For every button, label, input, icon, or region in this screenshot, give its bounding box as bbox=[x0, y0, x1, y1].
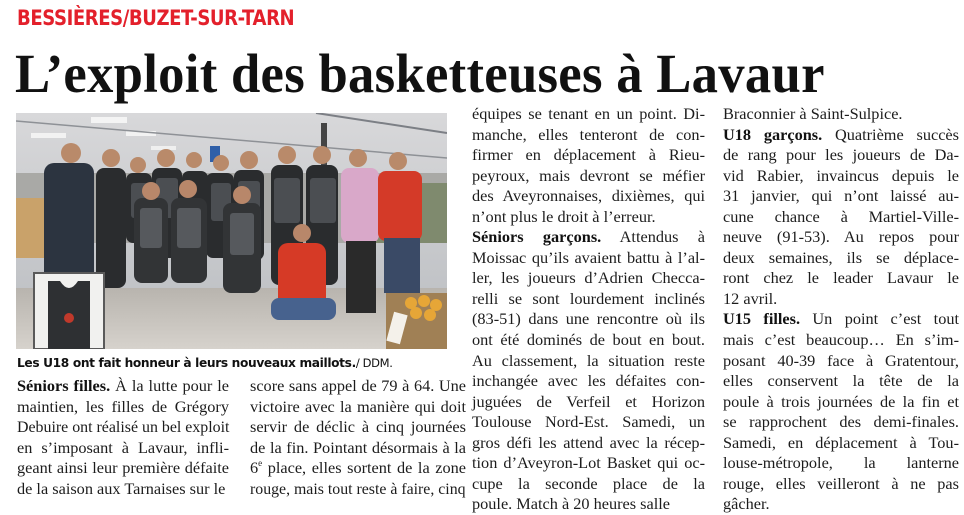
team-photo-illustration bbox=[16, 113, 447, 349]
line-text: Quatrième succès bbox=[822, 124, 959, 144]
text-line bbox=[250, 376, 466, 397]
text-line bbox=[472, 166, 705, 187]
photo-credit: / DDM. bbox=[355, 356, 393, 370]
text-line bbox=[723, 474, 959, 495]
coach-figure bbox=[44, 163, 94, 283]
line-text: ont été dominés de bout en bout. bbox=[472, 330, 705, 350]
line-text: manche, elles tenteront de con- bbox=[472, 124, 705, 144]
line-text: inchangée avec les défaites con- bbox=[472, 371, 705, 391]
line-text: Moissac qu’ils avaient battu à l’al- bbox=[472, 247, 705, 267]
line-text: cupe la seconde place de la bbox=[472, 473, 705, 493]
line-text: Samedi, en déplacement à Tou- bbox=[723, 432, 959, 452]
line-text: louse-métropole, la lanterne bbox=[723, 453, 959, 473]
line-text: Toulouse Nord-Est. Samedi, un bbox=[472, 412, 705, 432]
line-text: 31 janvier, qui n’ont laissé au- bbox=[723, 186, 959, 206]
line-text: de la fin. Pointant désormais à la bbox=[250, 437, 466, 457]
text-line bbox=[472, 494, 705, 515]
text-line bbox=[723, 227, 959, 248]
article-column-3 bbox=[472, 104, 705, 515]
line-text: rouge, elles veilleront à ne pas bbox=[723, 473, 959, 493]
line-text: victoire avec la manière qui doit bbox=[250, 396, 466, 416]
text-line bbox=[723, 248, 959, 269]
text-line bbox=[250, 479, 466, 500]
line-text: Debuire ont réalisé un bel exploit bbox=[17, 417, 230, 437]
text-line bbox=[723, 125, 959, 146]
text-line bbox=[723, 371, 959, 392]
line-text: de la saison aux Tarnaises sur le bbox=[17, 478, 226, 498]
text-line bbox=[250, 397, 466, 418]
text-line bbox=[472, 248, 705, 269]
text-line bbox=[723, 289, 959, 310]
ceiling-light bbox=[31, 133, 66, 138]
line-text: posant 40-39 face à Gratentour, bbox=[723, 350, 959, 370]
ceiling-light bbox=[91, 117, 127, 123]
line-text: place, elles sortent de la zone bbox=[262, 458, 466, 478]
photo-caption bbox=[17, 356, 393, 370]
line-text: Braconnier à Saint-Sulpice. bbox=[723, 104, 903, 123]
line-text: firmer en déplacement à Rieu- bbox=[472, 145, 705, 165]
text-line bbox=[472, 412, 705, 433]
text-line bbox=[723, 268, 959, 289]
team-photo bbox=[16, 113, 447, 349]
line-text: poule à trois journées de la fin et bbox=[723, 391, 959, 411]
text-line bbox=[723, 207, 959, 228]
text-line bbox=[17, 458, 229, 479]
text-line bbox=[472, 330, 705, 351]
text-line bbox=[723, 186, 959, 207]
line-text: en s’imposant à Lavaur, infli- bbox=[17, 437, 229, 457]
section-lead: Séniors filles. bbox=[17, 376, 111, 395]
article-column-4 bbox=[723, 104, 959, 515]
text-line bbox=[250, 458, 466, 479]
line-text: Attendus à bbox=[601, 227, 706, 247]
text-line bbox=[472, 145, 705, 166]
headline: L’exploit des basketteuses à Lavaur bbox=[15, 43, 825, 104]
text-line bbox=[472, 125, 705, 146]
line-text: relli se sont lourdement inclinés bbox=[472, 288, 705, 308]
line-text: vid Rabier, invaincus depuis le bbox=[723, 165, 959, 185]
text-line bbox=[17, 397, 229, 418]
text-line bbox=[17, 479, 229, 500]
line-text: de rang pour les joueurs de Da- bbox=[723, 145, 959, 165]
line-text: cune chance à Martiel-Ville- bbox=[723, 206, 959, 226]
line-text: se rapprochent des demi-finales. bbox=[723, 412, 959, 432]
text-line bbox=[472, 351, 705, 372]
text-line bbox=[250, 417, 466, 438]
text-line bbox=[723, 309, 959, 330]
line-text: score sans appel de 79 à 64. Une bbox=[250, 376, 466, 395]
article-column-2 bbox=[250, 376, 466, 499]
text-line bbox=[723, 392, 959, 413]
caption-text: Les U18 ont fait honneur à leurs nouveaux maillots. bbox=[17, 356, 356, 370]
line-text: équipes se tenant en un point. Di- bbox=[472, 104, 705, 123]
text-line bbox=[723, 494, 959, 515]
text-line bbox=[17, 417, 229, 438]
text-line bbox=[17, 376, 229, 397]
line-text: 6 bbox=[250, 458, 259, 478]
text-line bbox=[723, 433, 959, 454]
ordinal-superscript: e bbox=[258, 457, 263, 468]
section-lead: Séniors garçons. bbox=[472, 227, 602, 247]
text-line bbox=[472, 104, 705, 125]
text-line bbox=[250, 438, 466, 459]
line-text: Un point c’est tout bbox=[800, 309, 959, 329]
text-line bbox=[472, 289, 705, 310]
line-text: rouge, mais tout reste à faire, cinq bbox=[250, 478, 466, 498]
line-text: ler, les joueurs d’Adrien Checca- bbox=[472, 268, 705, 288]
text-line bbox=[723, 453, 959, 474]
text-line bbox=[723, 145, 959, 166]
text-line bbox=[472, 227, 705, 248]
line-text: deux semaines, ils se déplace- bbox=[723, 247, 959, 267]
text-line bbox=[472, 309, 705, 330]
text-line bbox=[723, 104, 959, 125]
section-lead: U15 filles. bbox=[723, 309, 801, 329]
section-kicker: BESSIÈRES/BUZET-SUR-TARN bbox=[17, 6, 295, 30]
text-line bbox=[723, 330, 959, 351]
text-line bbox=[472, 207, 705, 228]
text-line bbox=[472, 392, 705, 413]
line-text: gâcher. bbox=[723, 494, 770, 514]
text-line bbox=[472, 186, 705, 207]
text-line bbox=[17, 438, 229, 459]
line-text: mais c’est beaucoup… En s’im- bbox=[723, 330, 959, 350]
text-line bbox=[723, 412, 959, 433]
line-text: juguées de Verfeil et Horizon bbox=[472, 391, 705, 411]
text-line bbox=[723, 166, 959, 187]
line-text: À la lutte pour le bbox=[110, 376, 229, 395]
text-line bbox=[472, 433, 705, 454]
text-line bbox=[723, 351, 959, 372]
text-line bbox=[472, 371, 705, 392]
text-line bbox=[472, 474, 705, 495]
line-text: poule. Match à 20 heures salle bbox=[472, 494, 671, 514]
text-line bbox=[472, 268, 705, 289]
line-text: gros défi les attend avec la récep- bbox=[472, 432, 705, 452]
text-line bbox=[472, 453, 705, 474]
line-text: (83-51) dans une rencontre où ils bbox=[472, 309, 705, 329]
line-text: ront chez le leader Lavaur le bbox=[723, 268, 959, 288]
line-text: 12 avril. bbox=[723, 288, 778, 308]
line-text: Au classement, la situation reste bbox=[472, 350, 705, 370]
section-lead: U18 garçons. bbox=[723, 124, 823, 144]
line-text: n’ont plus le droit à l’erreur. bbox=[472, 206, 656, 226]
line-text: elles conservent la tête de la bbox=[723, 371, 959, 391]
line-text: peyroux, mais devront se méfier bbox=[472, 165, 705, 185]
line-text: tion d’Aveyron-Lot Basket qui oc- bbox=[472, 453, 705, 473]
line-text: des Aveyronnaises, dixièmes, qui bbox=[472, 186, 705, 206]
line-text: servir de déclic à cinq journées bbox=[250, 417, 466, 437]
line-text: geant ainsi leur première défaite bbox=[17, 458, 229, 478]
line-text: neuve (91-53). Au repos pour bbox=[723, 227, 959, 247]
line-text: maintien, les filles de Grégory bbox=[17, 396, 229, 416]
article-column-1 bbox=[17, 376, 229, 499]
